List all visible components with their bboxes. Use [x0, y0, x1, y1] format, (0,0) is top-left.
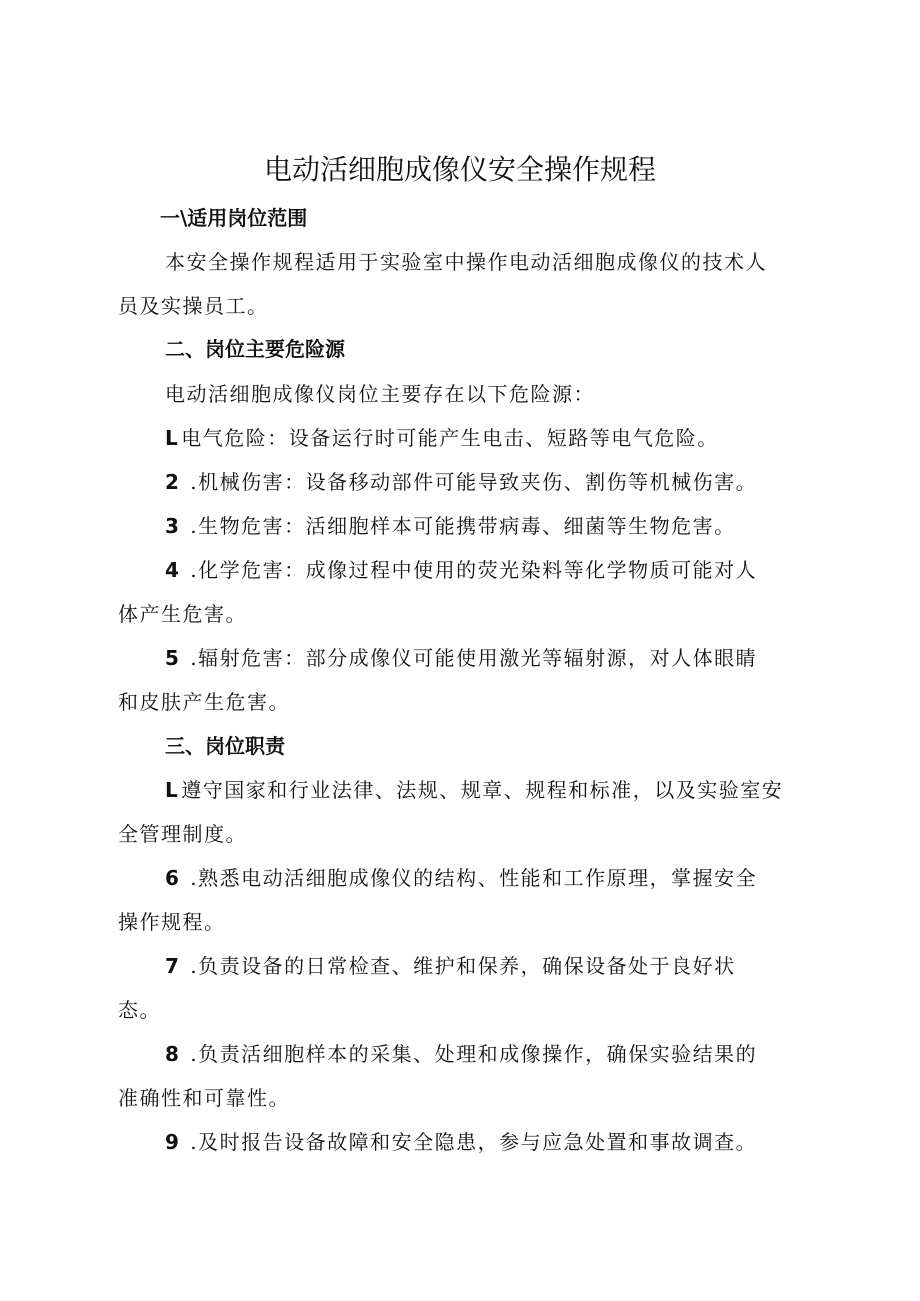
paragraph-line: 体产生危害。 — [118, 602, 247, 626]
paragraph-line — [118, 1032, 808, 1076]
duty-item — [118, 856, 808, 944]
paragraph-line — [118, 1120, 808, 1164]
item-text: .熟悉电动活细胞成像仪的结构、性能和工作原理，掌握安全 — [182, 866, 758, 890]
hazard-item — [118, 636, 808, 724]
paragraph-line — [118, 504, 808, 548]
item-text: .生物危害：活细胞样本可能携带病毒、细菌等生物危害。 — [182, 514, 736, 538]
paragraph-line — [118, 548, 808, 592]
paragraph-line: 本安全操作规程适用于实验室中操作电动活细胞成像仪的技术人 — [165, 250, 767, 274]
section-heading-hazards: 二、岗位主要危险源 — [165, 337, 345, 361]
paragraph-scope — [118, 240, 808, 328]
section-heading-duties: 三、岗位职责 — [165, 734, 285, 758]
item-text: .化学危害：成像过程中使用的荧光染料等化学物质可能对人 — [182, 558, 758, 582]
duty-item — [118, 768, 808, 856]
duty-item — [118, 1120, 808, 1164]
item-number: L — [165, 778, 180, 802]
item-text: .机械伤害：设备移动部件可能导致夹伤、割伤等机械伤害。 — [182, 470, 758, 494]
paragraph-line — [118, 768, 808, 812]
item-number: 9 — [165, 1130, 181, 1154]
paragraph-line — [118, 856, 808, 900]
section-heading-scope: 一\适用岗位范围 — [160, 206, 308, 230]
paragraph-line — [118, 460, 808, 504]
item-number: 2 — [165, 470, 181, 494]
paragraph-line: 电动活细胞成像仪岗位主要存在以下危险源： — [165, 382, 595, 406]
item-number: 4 — [165, 558, 181, 582]
item-text: .负责设备的日常检查、维护和保养，确保设备处于良好状 — [182, 954, 736, 978]
paragraph-line — [118, 944, 808, 988]
item-text: .辐射危害：部分成像仪可能使用激光等辐射源，对人体眼睛 — [182, 646, 758, 670]
item-text: .负责活细胞样本的采集、处理和成像操作，确保实验结果的 — [182, 1042, 758, 1066]
hazard-item — [118, 460, 808, 504]
paragraph-line: 操作规程。 — [118, 910, 226, 934]
paragraph-line: 全管理制度。 — [118, 822, 247, 846]
paragraph-line: 员及实操员工。 — [118, 294, 269, 318]
item-number: 3 — [165, 514, 181, 538]
item-text: 电气危险：设备运行时可能产生电击、短路等电气危险。 — [181, 426, 719, 450]
hazard-item — [118, 416, 808, 460]
item-text: .及时报告设备故障和安全隐患，参与应急处置和事故调查。 — [182, 1130, 758, 1154]
item-number: 8 — [165, 1042, 181, 1066]
paragraph-line: 和皮肤产生危害。 — [118, 690, 290, 714]
item-number: 6 — [165, 866, 181, 890]
paragraph-line — [118, 636, 808, 680]
hazard-item — [118, 548, 808, 636]
document-title: 电动活细胞成像仪安全操作规程 — [263, 153, 656, 186]
paragraph-hazards-intro — [118, 372, 808, 416]
item-number: 7 — [165, 954, 181, 978]
duty-item — [118, 944, 808, 1032]
paragraph-line: 准确性和可靠性。 — [118, 1086, 290, 1110]
duty-item — [118, 1032, 808, 1120]
item-number: L — [165, 426, 180, 450]
paragraph-line — [118, 416, 808, 460]
item-text: 遵守国家和行业法律、法规、规章、规程和标准，以及实验室安 — [181, 778, 784, 802]
hazard-item — [118, 504, 808, 548]
item-number: 5 — [165, 646, 181, 670]
paragraph-line: 态。 — [118, 998, 161, 1022]
